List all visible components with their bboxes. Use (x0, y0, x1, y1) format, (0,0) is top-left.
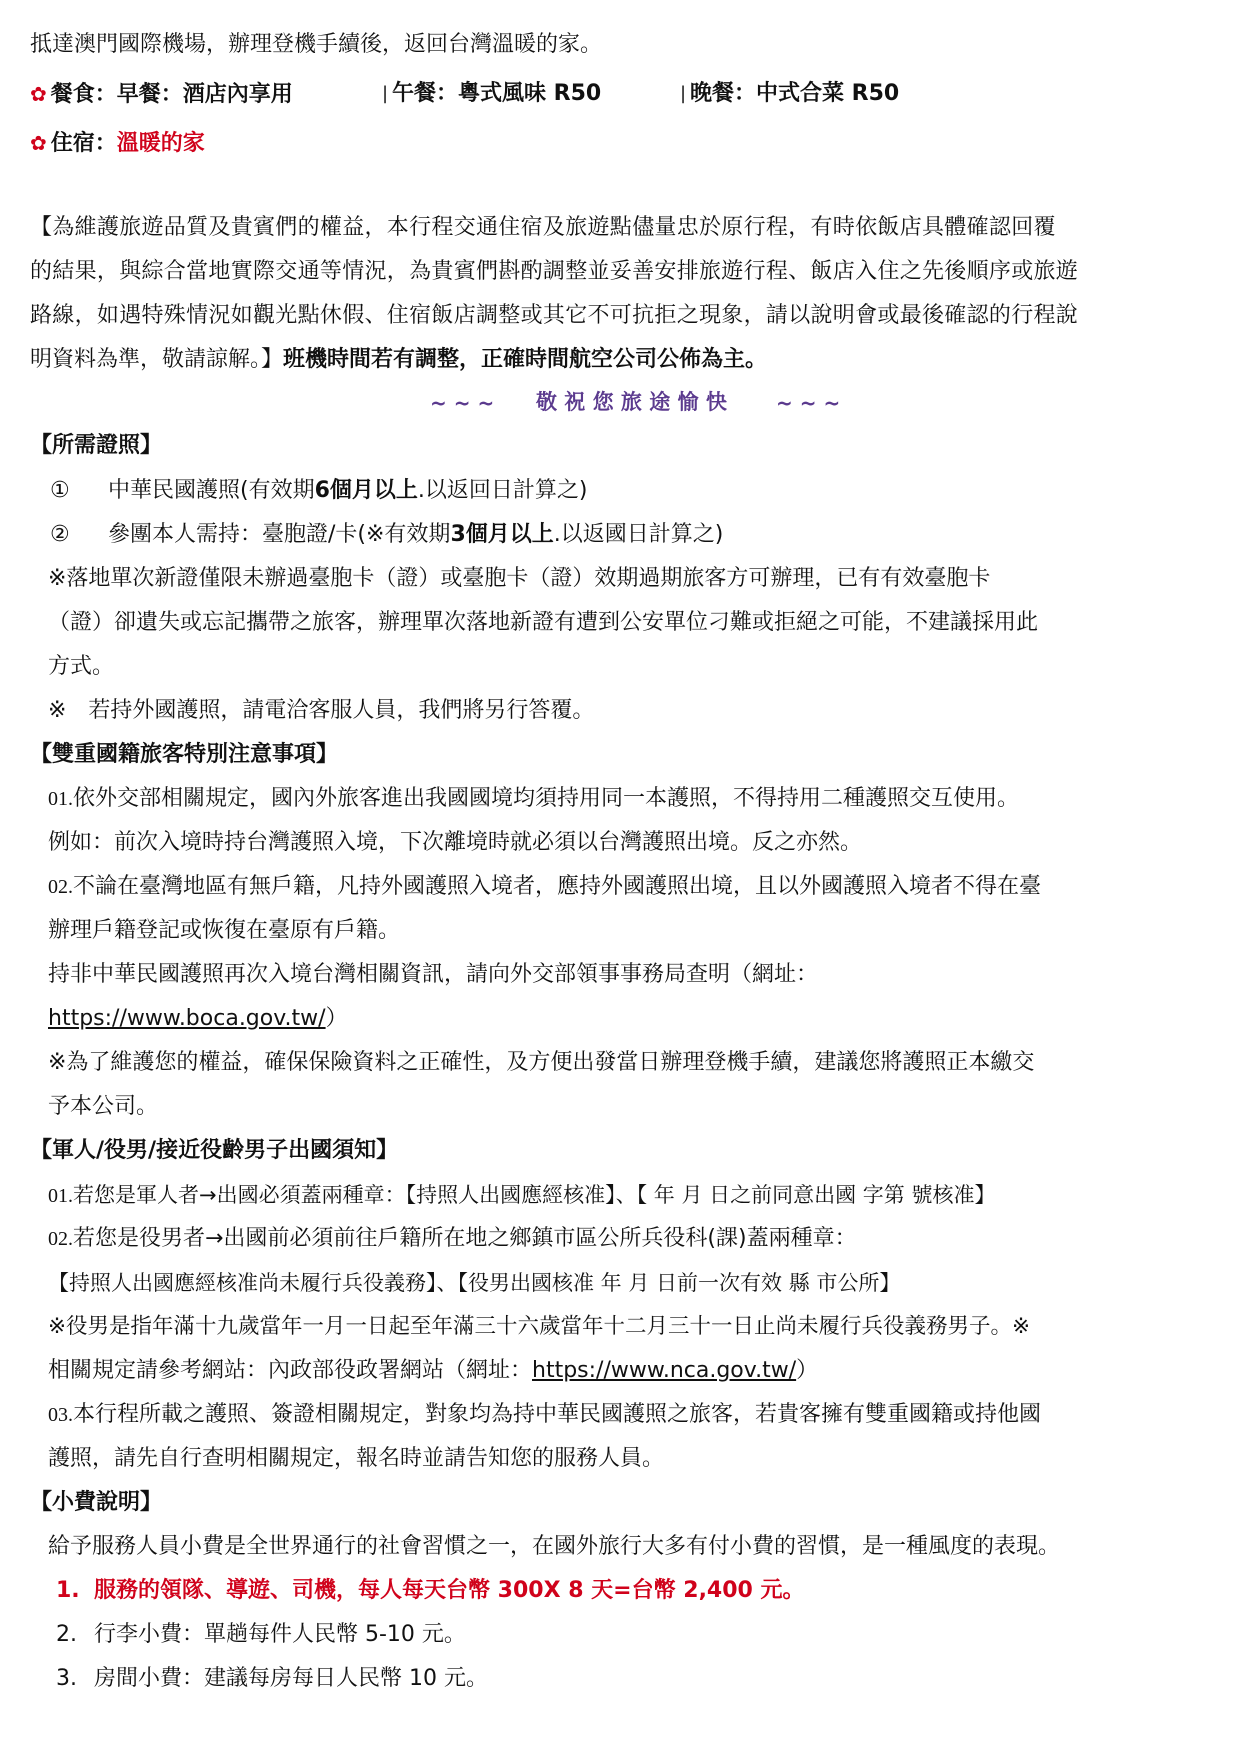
military-text: 相關規定請參考網站：內政部役政署網站（網址： (48, 1358, 533, 1383)
doc-item-text: 參團本人需持：臺胞證/卡(※有效期 (108, 522, 451, 547)
military-text: 若您是軍人者→出國必須蓋兩種章：【持照人出國應經核准】、【 年 月 日之前同意出國 字第 號核准】 (73, 1183, 996, 1207)
tips-intro: 給予服務人員小費是全世界通行的社會習慣之一，在國外旅行大多有付小費的習慣，是一種風度的表現。 (48, 1534, 1061, 1559)
boca-url-row (48, 1004, 348, 1034)
dual-text: 不論在臺灣地區有無戶籍，凡持外國護照入境者，應持外國護照出境，且以外國護照入境者不得在臺 (73, 874, 1042, 899)
meals-label: 餐食： (50, 82, 117, 107)
wish-text: 敬 祝 您 旅 途 愉 快 (536, 390, 727, 414)
dual-line: 持非中華民國護照再次入境台灣相關資訊，請向外交部領事事務局查明（網址： (48, 962, 819, 987)
military-item-1 (48, 1180, 995, 1211)
doc-item-text: .以返國日計算之) (553, 522, 724, 547)
doc-note-line: （證）卻遺失或忘記攜帶之旅客，辦理單次落地新證有遭到公安單位刁難或拒絕之可能，不建議採用此 (48, 610, 1039, 635)
dual-text: ） (325, 1006, 348, 1031)
dual-title: 【雙重國籍旅客特別注意事項】 (30, 742, 339, 767)
meals-row (30, 79, 293, 110)
dual-line: 例如：前次入境時持台灣護照入境，下次離境時就必須以台灣護照出境。反之亦然。 (48, 830, 863, 855)
military-item-3 (48, 1400, 1041, 1430)
doc-item-mark: ① (50, 478, 70, 503)
item-number: 01. (48, 1185, 73, 1207)
tips-item-3-number: 3. (56, 1666, 77, 1691)
dual-line: 予本公司。 (48, 1094, 159, 1119)
military-text: 若您是役男者→出國前必須前往戶籍所在地之鄉鎮市區公所兵役科(課)蓋兩種章： (73, 1226, 857, 1251)
notice-line: 【為維護旅遊品質及貴賓們的權益，本行程交通住宿及旅遊點儘量忠於原行程，有時依飯店具體確認回覆 (30, 215, 1056, 240)
military-text: 本行程所載之護照、簽證相關規定，對象均為持中華民國護照之旅客，若貴客擁有雙重國籍或持他國 (73, 1402, 1042, 1427)
tips-item-1: 服務的領隊、導遊、司機，每人每天台幣 300X 8 天=台幣 2,400 元。 (94, 1578, 805, 1603)
military-title: 【軍人/役男/接近役齡男子出國須知】 (30, 1138, 399, 1163)
tips-title: 【小費說明】 (30, 1490, 163, 1515)
doc-item-text: .以返回日計算之) (417, 478, 588, 503)
military-item-2 (48, 1224, 857, 1254)
doc-item-2 (108, 520, 723, 550)
military-line: 護照，請先自行查明相關規定，報名時並請告知您的服務人員。 (48, 1446, 665, 1471)
dinner-text: 晚餐：中式合菜 R50 (690, 81, 900, 106)
meal-separator: | (680, 83, 687, 104)
doc-item-text: 中華民國護照(有效期 (108, 478, 315, 503)
breakfast-text: 早餐：酒店內享用 (116, 82, 293, 107)
nca-url-row (48, 1356, 818, 1386)
notice-line (30, 345, 767, 375)
notice-line: 的結果，與綜合當地實際交通等情況，為貴賓們斟酌調整並妥善安排旅遊行程、飯店入住之先後順序或旅遊 (30, 259, 1079, 284)
tips-item-2: 行李小費：單趟每件人民幣 5-10 元。 (94, 1622, 466, 1647)
wish-tilde-right: ~ ~ ~ (776, 391, 841, 415)
tips-item-3: 房間小費：建議每房每日人民幣 10 元。 (94, 1666, 488, 1691)
military-text: ） (796, 1358, 819, 1383)
doc-item-mark: ② (50, 522, 70, 547)
item-number: 01. (48, 788, 73, 810)
dual-item-1 (48, 784, 1019, 814)
item-number: 02. (48, 1228, 73, 1250)
military-line: ※役男是指年滿十九歲當年一月一日起至年滿三十六歲當年十二月三十一日止尚未履行兵役義務男子。※ (48, 1314, 1031, 1339)
notice-text: 明資料為準，敬請諒解。】 (30, 347, 284, 372)
dual-item-2 (48, 872, 1041, 902)
arrival-text: 抵達澳門國際機場，辦理登機手續後，返回台灣溫暖的家。 (30, 32, 603, 57)
tips-item-2-number: 2. (56, 1622, 77, 1647)
flower-icon: ✿ (30, 82, 47, 106)
stay-label: 住宿： (50, 131, 117, 156)
item-number: 02. (48, 876, 73, 898)
doc-note-line: ※落地單次新證僅限未辦過臺胞卡（證）或臺胞卡（證）效期過期旅客方可辦理，已有有效臺胞卡 (48, 566, 991, 591)
notice-line: 路線，如遇特殊情況如觀光點休假、住宿飯店調整或其它不可抗拒之現象，請以說明會或最後確認的行程說 (30, 303, 1079, 328)
nca-link[interactable]: https://www.nca.gov.tw/ (532, 1358, 797, 1383)
military-line: 【持照人出國應經核准尚未履行兵役義務】、【役男出國核准 年 月 日前一次有效 縣 市公所】 (48, 1271, 901, 1295)
lunch-text: 午餐：粵式風味 R50 (392, 81, 602, 106)
dual-line: ※為了維護您的權益，確保保險資料之正確性，及方便出發當日辦理登機手續，建議您將護照正本繳交 (48, 1050, 1035, 1075)
doc-note-line: ※ 若持外國護照，請電洽客服人員，我們將另行答覆。 (48, 698, 595, 723)
wish-tilde-left: ~ ~ ~ (430, 391, 495, 415)
stay-row (30, 128, 205, 159)
documents-title: 【所需證照】 (30, 433, 163, 458)
doc-item-validity: 6個月以上 (314, 478, 418, 503)
flower-icon: ✿ (30, 131, 47, 155)
doc-note-line: 方式。 (48, 654, 115, 679)
flight-change-note: 班機時間若有調整，正確時間航空公司公佈為主。 (283, 347, 768, 372)
boca-link[interactable]: https://www.boca.gov.tw/ (48, 1006, 326, 1031)
dual-text: 依外交部相關規定，國內外旅客進出我國國境均須持用同一本護照，不得持用二種護照交互使用。 (73, 786, 1020, 811)
doc-item-1 (108, 476, 587, 506)
stay-value: 溫暖的家 (116, 131, 205, 156)
doc-item-validity: 3個月以上 (450, 522, 554, 547)
dual-line: 辦理戶籍登記或恢復在臺原有戶籍。 (48, 918, 401, 943)
item-number: 03. (48, 1404, 73, 1426)
meal-separator: | (382, 83, 389, 104)
tips-item-1-number: 1. (56, 1578, 80, 1603)
